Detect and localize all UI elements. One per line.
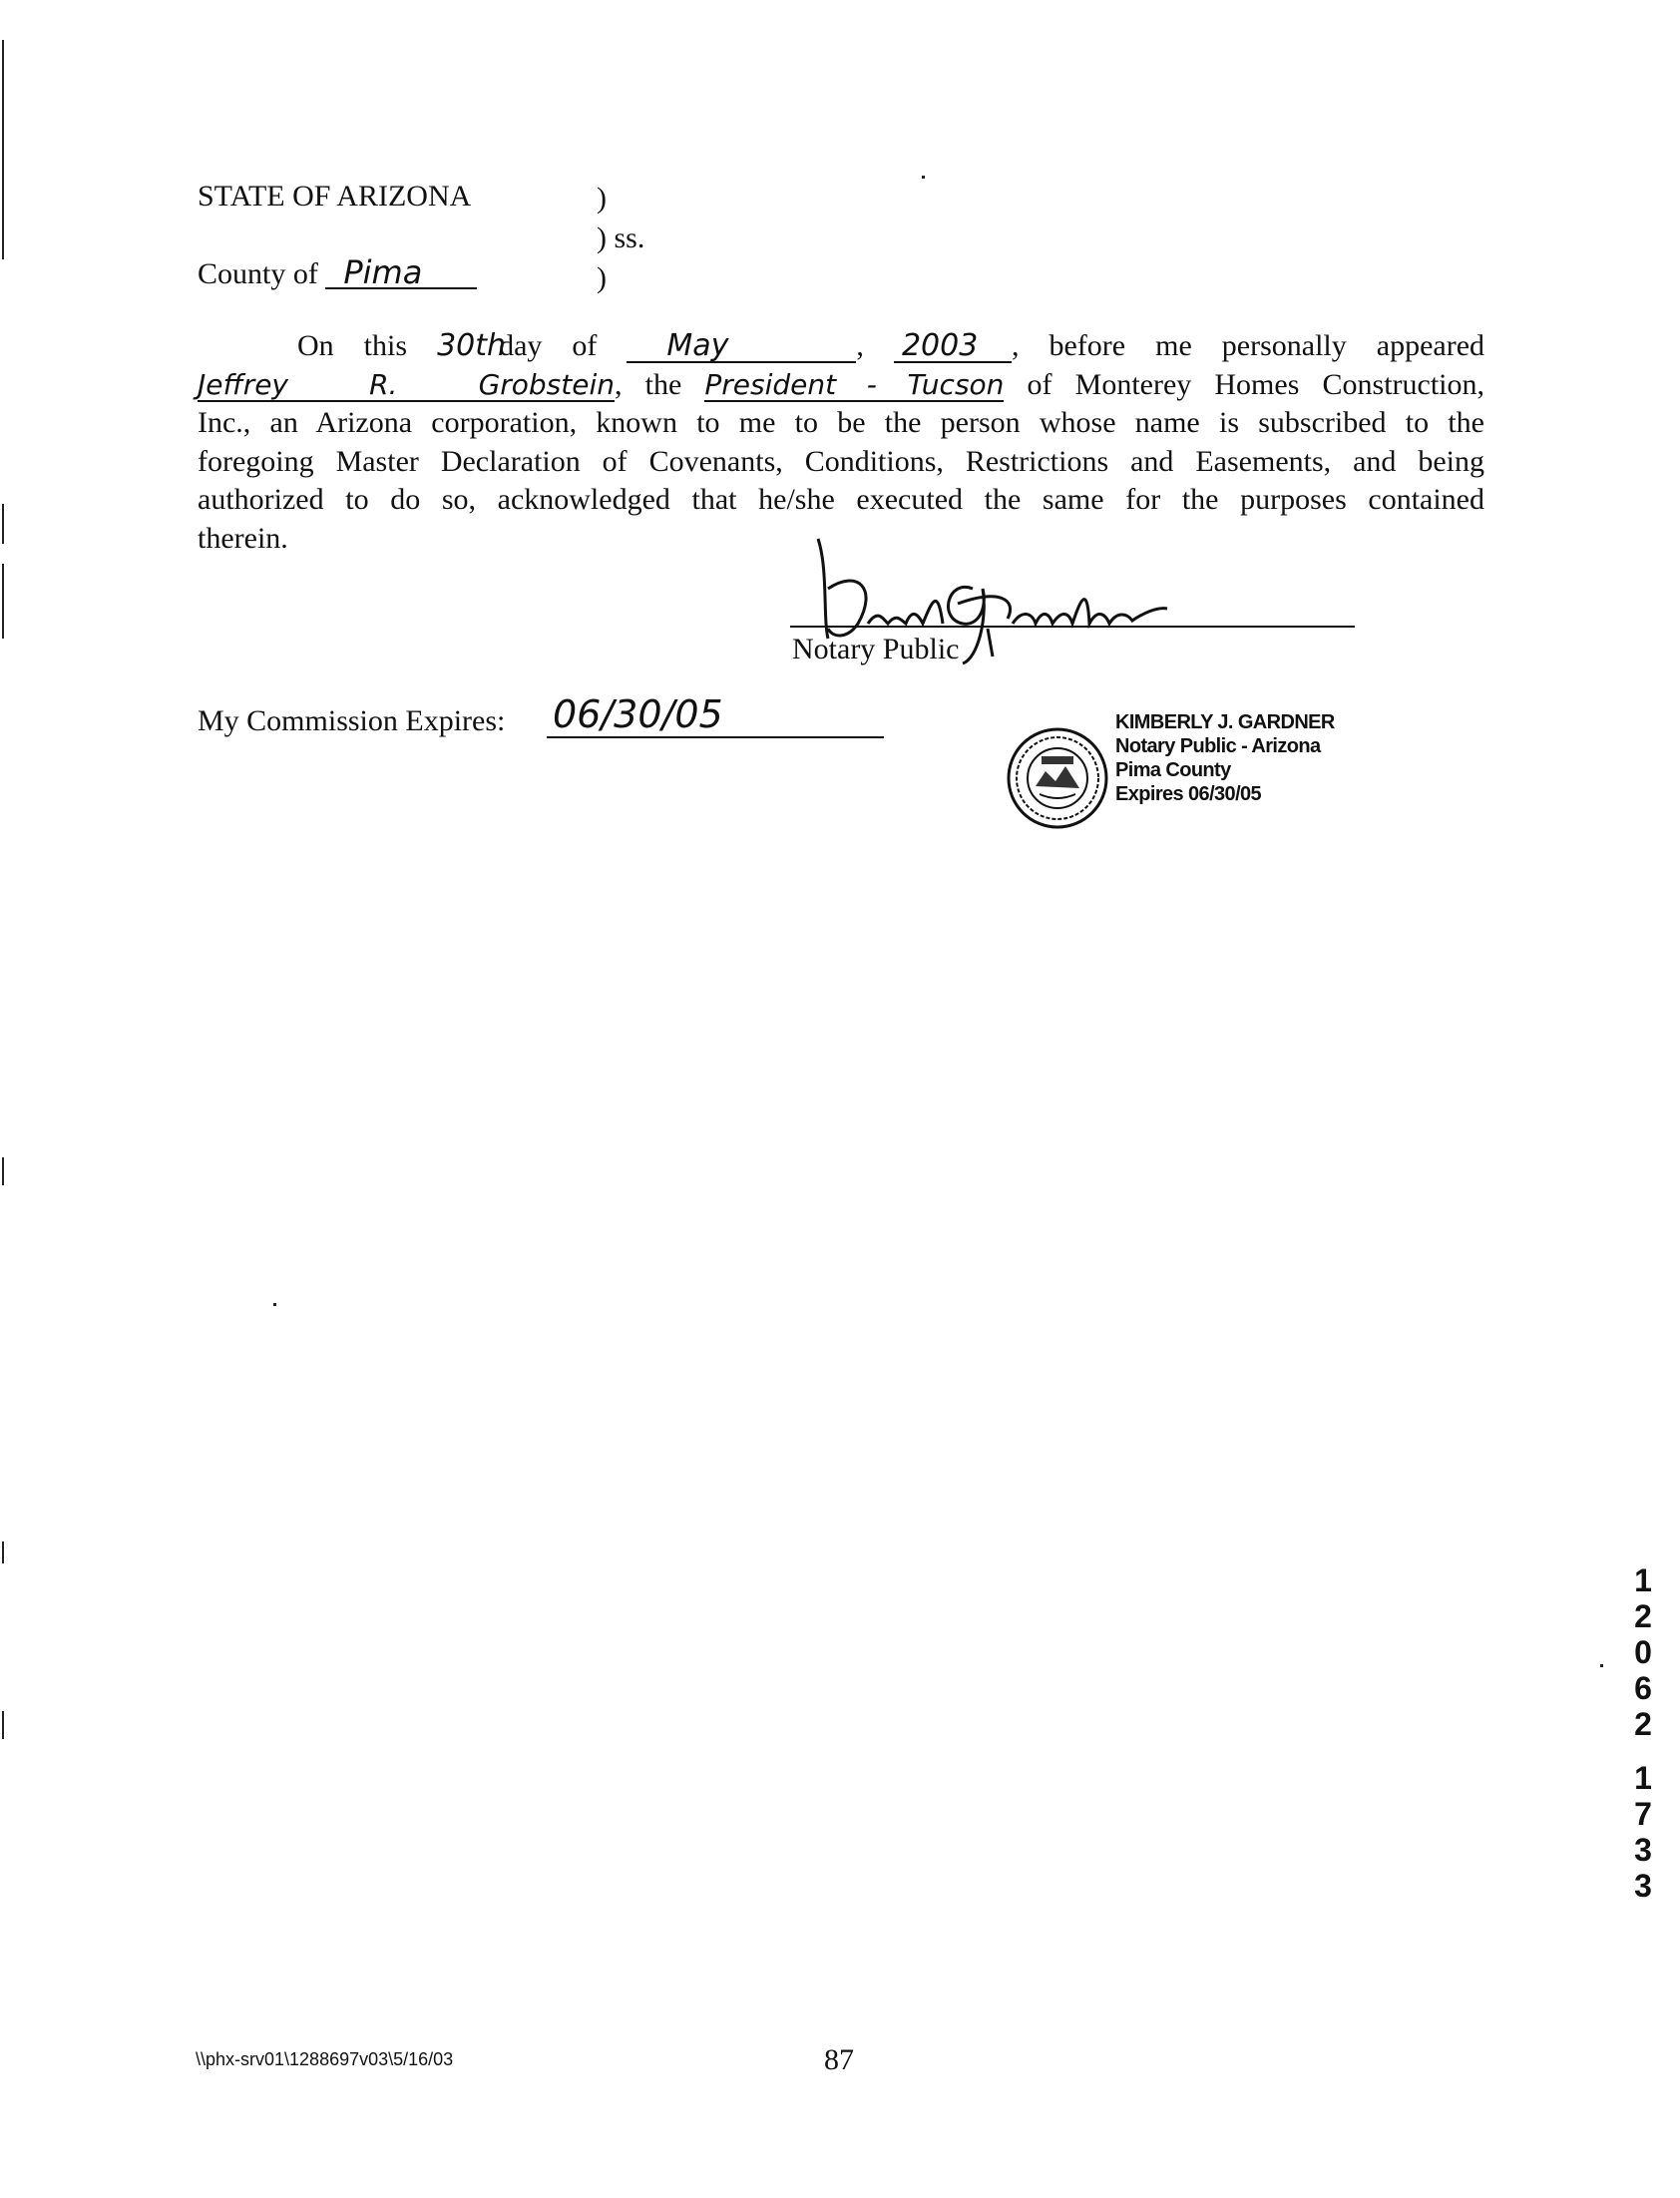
notary-public-label: Notary Public: [792, 633, 960, 665]
recording-number: [1628, 1562, 1658, 1904]
month-value: May: [627, 331, 856, 363]
state-label: STATE OF ARIZONA: [198, 180, 472, 213]
ack-line-5: authorized to do so, acknowledged that he/she executed the same for the purposes contained: [198, 483, 1484, 516]
venue-ss-label: ) ss.: [597, 221, 645, 254]
venue-paren-open: ): [597, 182, 607, 215]
scan-edge-mark: [2, 40, 4, 259]
commission-value: 06/30/05: [547, 694, 884, 738]
day-value: 30th: [437, 328, 507, 363]
scan-edge-mark: [2, 504, 4, 544]
scan-dot: [1600, 1664, 1603, 1667]
the-label: , the: [615, 367, 682, 401]
signature-line: [790, 626, 1355, 628]
scan-dot: [273, 1303, 276, 1306]
notary-seal-icon: [1006, 726, 1109, 830]
page-number: 87: [824, 2043, 854, 2076]
comma-1: ,: [856, 329, 864, 362]
stamp-county: Pima County: [1115, 759, 1231, 781]
county-line: [198, 255, 477, 293]
venue-paren-close: ): [597, 261, 607, 294]
acknowledgment-paragraph: [198, 327, 1484, 558]
recording-digit: 2: [1634, 1706, 1652, 1742]
recording-digit: 6: [1634, 1670, 1652, 1706]
scan-edge-mark: [2, 564, 4, 639]
recording-digit: 1: [1634, 1760, 1652, 1796]
ack-line-3: Inc., an Arizona corporation, known to me to be the person whose name is subscribed to the: [198, 406, 1484, 439]
person-title: President - Tucson: [704, 367, 1005, 401]
ack-line1-outro: , before me personally appeared: [1011, 329, 1485, 362]
recording-digit: 3: [1634, 1832, 1652, 1868]
scan-edge-mark: [2, 1711, 4, 1739]
stamp-title: Notary Public - Arizona: [1115, 735, 1321, 757]
doc-path: \\phx-srv01\1288697v03\5/16/03: [196, 2049, 454, 2069]
ack-line-6: therein.: [198, 521, 288, 555]
recording-digit: 3: [1634, 1868, 1652, 1904]
ack-line2-outro: of Monterey Homes Construction,: [1027, 367, 1485, 401]
county-label: County of: [198, 257, 318, 290]
year-value: 2003: [894, 331, 1012, 363]
recording-digit: 7: [1634, 1796, 1652, 1832]
scan-edge-mark: [2, 1541, 4, 1563]
stamp-name: KIMBERLY J. GARDNER: [1115, 711, 1335, 733]
ack-line-4: foregoing Master Declaration of Covenants, Conditions, Restrictions and Easements, and being: [198, 444, 1484, 478]
recording-digit: 1: [1634, 1562, 1652, 1598]
scan-edge-mark: [2, 1157, 4, 1185]
commission-label: My Commission Expires:: [198, 704, 506, 737]
ack-line-1: [198, 327, 1484, 366]
recording-digit: 2: [1634, 1598, 1652, 1634]
person-name: Jeffrey R. Grobstein: [198, 367, 615, 401]
county-value: Pima: [325, 257, 477, 289]
notary-stamp-text: [1115, 710, 1335, 806]
ack-intro: On this: [297, 329, 408, 362]
ack-line-2: [198, 366, 1484, 405]
stamp-expires: Expires 06/30/05: [1115, 783, 1262, 805]
day-label: day of: [499, 329, 598, 362]
scan-dot: [922, 176, 925, 179]
recording-digit: 0: [1634, 1634, 1652, 1670]
